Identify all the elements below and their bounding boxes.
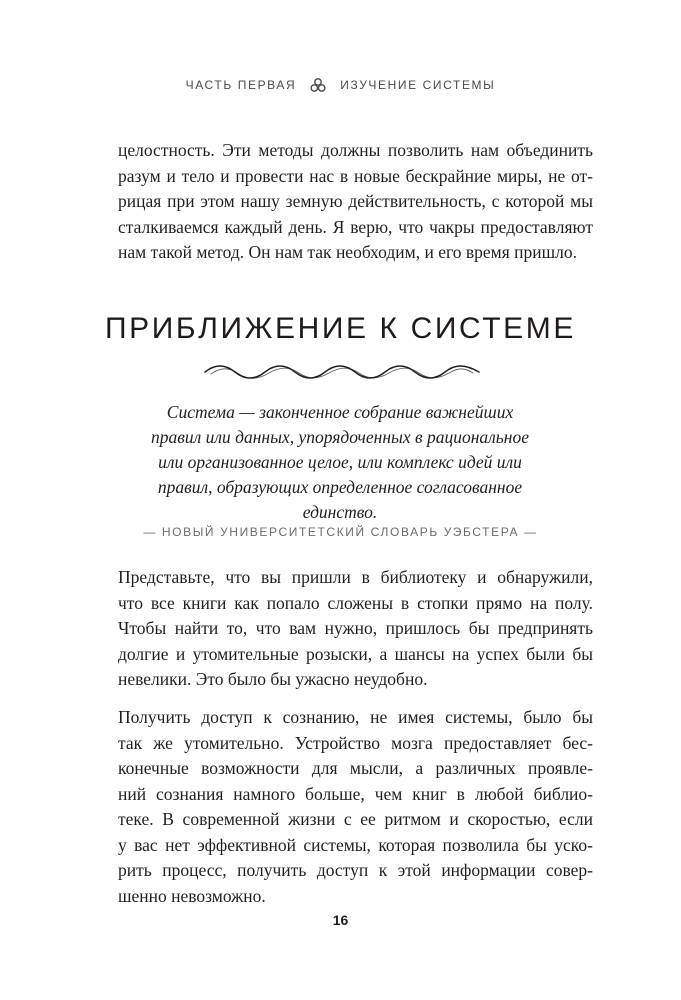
text-line: что все книги как попало сложены в стопки прямо на полу. [118, 592, 593, 613]
running-header [0, 78, 681, 92]
text-line: ний сознания намного больше, чем книг в любой библио- [118, 783, 593, 804]
trefoil-ornament-icon [310, 78, 326, 92]
text-line: Получить доступ к сознанию, не имея системы, было бы [118, 707, 593, 727]
text-line: невелики. Это было бы ужасно неудобно. [118, 669, 428, 689]
text-line: Чтобы найти то, что вам нужно, пришлось бы предпринять [118, 618, 593, 638]
epigraph-line: правил или данных, упорядоченных в рациональное [151, 427, 529, 447]
text-line: рить процесс, получить доступ к этой информации совер- [118, 860, 593, 880]
text-line: так же утомительно. Устройство мозга предоставляет бес- [118, 732, 593, 753]
text-line: рицая при этом нашу земную действительность, с которой мы [118, 191, 593, 211]
epigraph-line: правил, образующих определенное согласованное [157, 477, 523, 497]
epigraph-line: или организованное целое, или комплекс идей или [158, 452, 522, 472]
epigraph-line: Система — законченное собрание важнейших [166, 402, 514, 422]
text-line: у вас нет эффективной системы, которая позволила бы уско- [118, 834, 593, 855]
paragraph-access [118, 705, 593, 909]
wavy-divider-ornament [203, 360, 481, 384]
text-line: целостность. Эти методы должны позволить нам объединить [118, 140, 593, 160]
text-line: шенно невозможно. [118, 885, 266, 906]
paragraph-library [118, 565, 593, 693]
text-line: теке. В современной жизни с ее ритмом и скоростью, если [118, 809, 593, 829]
text-line: разум и тело и провести нас в новые бескрайние миры, не от- [118, 165, 593, 186]
text-line: долгие и утомительные розыски, а шансы на успех были бы [118, 643, 593, 664]
page-number: 16 [332, 912, 349, 928]
text-line: Представьте, что вы пришли в библиотеку и обнаружили, [118, 567, 593, 587]
epigraph-line: единство. [302, 502, 378, 522]
header-part-label: ЧАСТЬ ПЕРВАЯ [185, 78, 297, 92]
intro-paragraph [118, 138, 593, 266]
text-line: конечные возможности для мысли, а различных проявле- [118, 758, 593, 778]
epigraph-quote [120, 400, 560, 525]
text-line: нам такой метод. Он нам так необходим, и его время пришло. [118, 242, 577, 262]
text-line: сталкиваемся каждый день. Я верю, что чакры предоставляют [118, 216, 593, 237]
section-title: ПРИБЛИЖЕНИЕ К СИСТЕМЕ [105, 312, 576, 345]
header-chapter-label: ИЗУЧЕНИЕ СИСТЕМЫ [340, 78, 496, 92]
epigraph-source: — НОВЫЙ УНИВЕРСИТЕТСКИЙ СЛОВАРЬ УЭБСТЕРА — [143, 525, 538, 539]
